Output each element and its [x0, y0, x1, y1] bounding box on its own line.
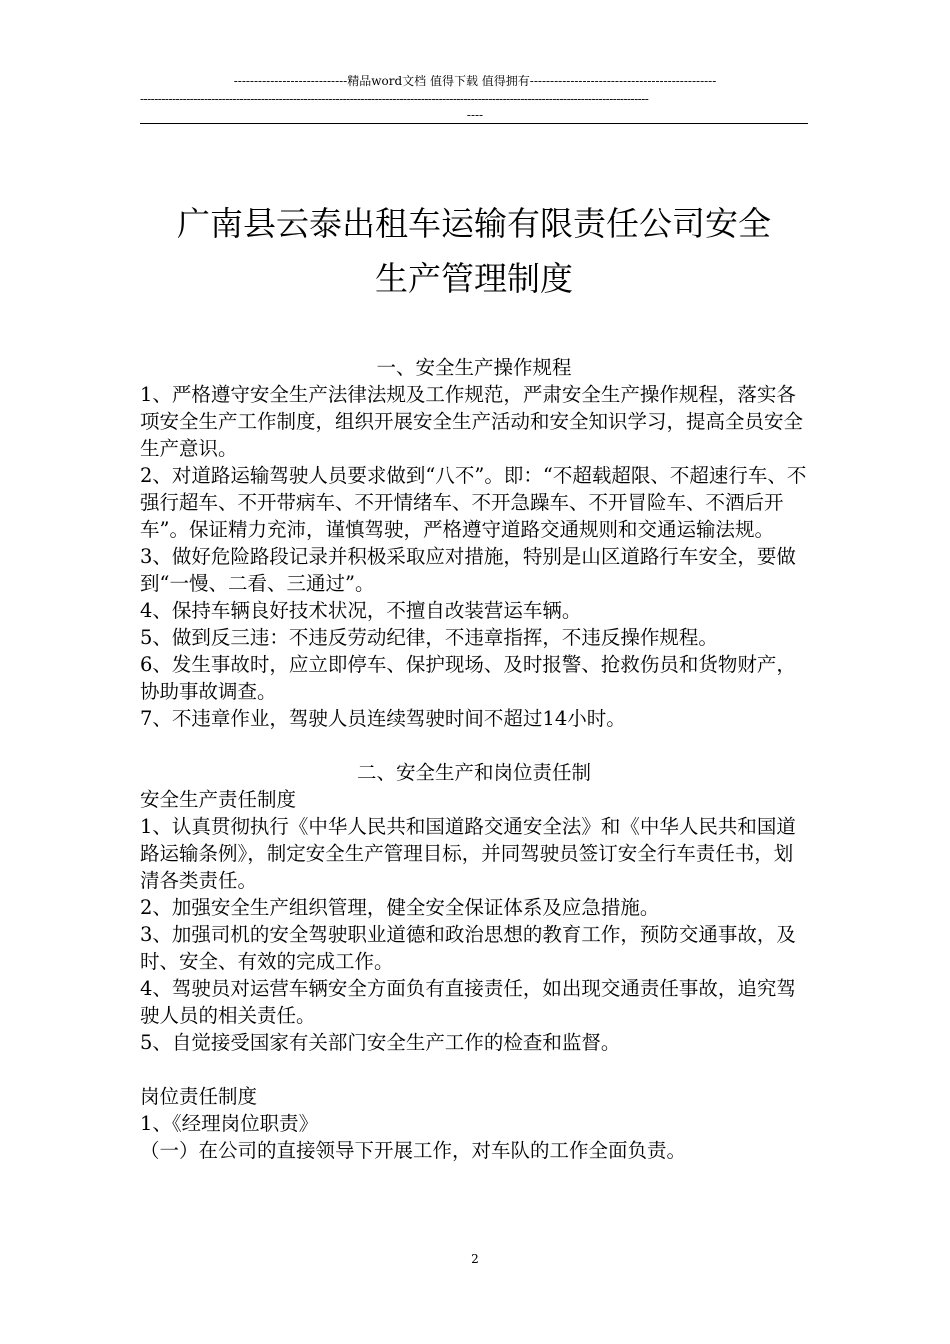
section-3-subheading: 岗位责任制度 — [140, 1085, 258, 1108]
header-dash-tail: ---- — [466, 108, 484, 122]
section-1-heading: 一、安全生产操作规程 — [376, 356, 572, 379]
document-title — [140, 196, 808, 306]
section-2-item-3: 3、加强司机的安全驾驶职业道德和政治思想的教育工作，预防交通事故，及时、安全、有效的完成工作。 — [140, 923, 796, 973]
section-3-item-2: （一）在公司的直接领导下开展工作，对车队的工作全面负责。 — [140, 1139, 687, 1162]
spacer — [140, 732, 808, 759]
title-line-1: 广南县云泰出租车运输有限责任公司安全 — [177, 204, 771, 243]
spacer — [140, 1056, 808, 1083]
section-1-item-4: 4、保持车辆良好技术状况，不擅自改装营运车辆。 — [140, 599, 582, 622]
section-1-item-1: 1、严格遵守安全生产法律法规及工作规范，严肃安全生产操作规程，落实各项安全生产工作制度，组织开展安全生产活动和安全知识学习，提高全员安全生产意识。 — [140, 383, 804, 460]
section-2-heading: 二、安全生产和岗位责任制 — [356, 761, 591, 784]
document-body — [140, 354, 808, 1164]
section-1-item-6: 6、发生事故时，应立即停车、保护现场、及时报警、抢救伤员和货物财产，协助事故调查。 — [140, 653, 796, 703]
title-line-2: 生产管理制度 — [375, 259, 573, 298]
section-2-item-1: 1、认真贯彻执行《中华人民共和国道路交通安全法》和《中华人民共和国道路运输条例》，制定安全生产管理目标，并同驾驶员签订安全行车责任书，划清各类责任。 — [140, 815, 796, 892]
header-dash-line: ----------------------------------------------------------------------------------------------------------------------------------------------- — [140, 92, 649, 106]
header-banner: ----------------------------精品word文档 值得下载 值得拥有---------------------------------------------- — [233, 74, 717, 88]
page-number: 2 — [471, 1252, 479, 1266]
section-1-item-2: 2、对道路运输驾驶人员要求做到“八不”。即：“不超载超限、不超速行车、不强行超车、不开带病车、不开情绪车、不开急躁车、不开冒险车、不酒后开车”。保证精力充沛，谨慎驾驶，严格遵守道路交通规则和交通运输法规。 — [140, 464, 807, 541]
section-1-item-5: 5、做到反三违：不违反劳动纪律，不违章指挥，不违反操作规程。 — [140, 626, 718, 649]
section-3-item-1: 1、《经理岗位职责》 — [140, 1112, 319, 1135]
section-1-item-3: 3、做好危险路段记录并积极采取应对措施，特别是山区道路行车安全，要做到“一慢、二看、三通过”。 — [140, 545, 796, 595]
section-2-subheading: 安全生产责任制度 — [140, 788, 297, 811]
section-2-item-5: 5、自觉接受国家有关部门安全生产工作的检查和监督。 — [140, 1031, 621, 1054]
section-2-item-4: 4、驾驶员对运营车辆安全方面负有直接责任，如出现交通责任事故，追究驾驶人员的相关责任。 — [140, 977, 796, 1027]
section-1-item-7: 7、不违章作业，驾驶人员连续驾驶时间不超过14小时。 — [140, 707, 626, 730]
header-rule — [140, 123, 808, 124]
section-2-item-2: 2、加强安全生产组织管理，健全安全保证体系及应急措施。 — [140, 896, 660, 919]
